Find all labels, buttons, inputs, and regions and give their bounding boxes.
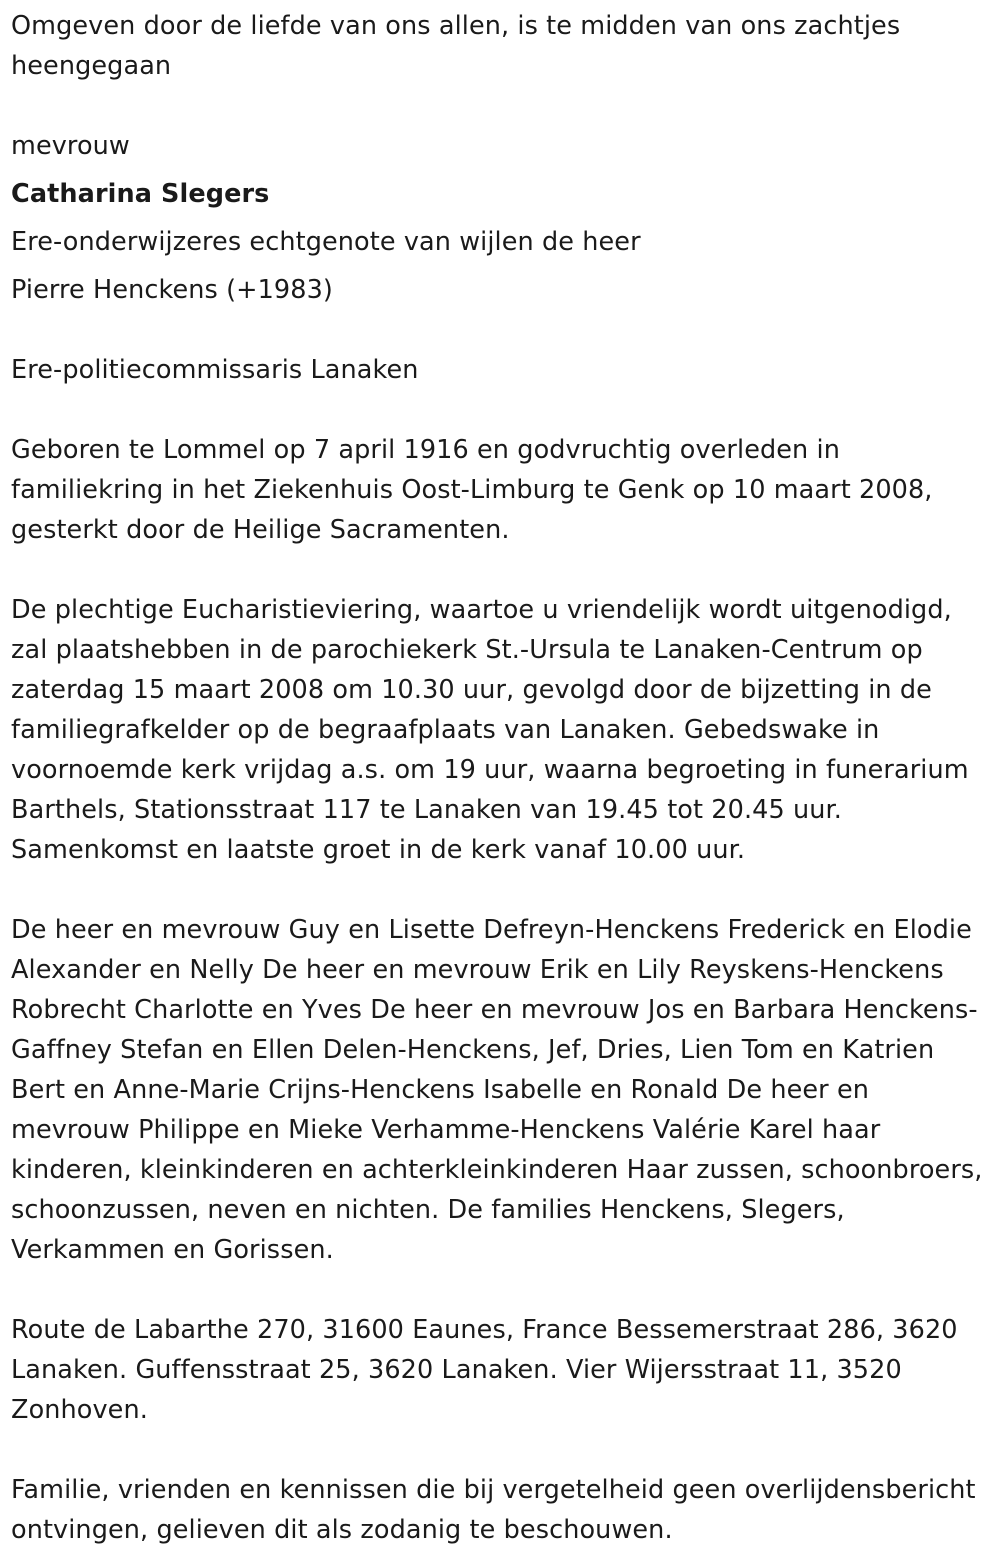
deceased-name: Catharina Slegers <box>11 179 270 209</box>
occupation-line-2: Pierre Henckens (+1983) <box>11 275 333 305</box>
ceremony-text: De plechtige Eucharistieviering, waartoe u vriendelijk wordt uitgenodigd, zal plaatshebben in de parochiekerk St.-Ursula te Lanaken-Centrum op zaterdag 15 maart 2008 om 10.30 uur, gevolgd door de bijzetting in de familiegrafkelder op de begraafplaats van Lanaken. Gebedswake in voornoemde kerk vrijdag a.s. om 19 uur, waarna begroeting in funerarium Barthels, Stationsstraat 117 te Lanaken van 19.45 tot 20.45 uur. Samenkomst en laatste groet in de kerk vanaf 10.00 uur. <box>11 595 969 865</box>
occupation-line-1: Ere-onderwijzeres echtgenote van wijlen de heer <box>11 227 641 257</box>
husband-title: Ere-politiecommissaris Lanaken <box>11 355 419 385</box>
addresses-text: Route de Labarthe 270, 31600 Eaunes, France Bessemerstraat 286, 3620 Lanaken. Guffensstraat 25, 3620 Lanaken. Vier Wijersstraat 11, 3520 Zonhoven. <box>11 1315 958 1425</box>
birth-death-text: Geboren te Lommel op 7 april 1916 en godvruchtig overleden in familiekring in het Ziekenhuis Oost-Limburg te Genk op 10 maart 2008, gesterkt door de Heilige Sacramenten. <box>11 435 933 545</box>
family-text: De heer en mevrouw Guy en Lisette Defreyn-Henckens Frederick en Elodie Alexander en Nelly De heer en mevrouw Erik en Lily Reyskens-Henckens Robrecht Charlotte en Yves De heer en mevrouw Jos en Barbara Henckens-Gaffney Stefan en Ellen Delen-Henckens, Jef, Dries, Lien Tom en Katrien Bert en Anne-Marie Crijns-Henckens Isabelle en Ronald De heer en mevrouw Philippe en Mieke Verhamme-Henckens Valérie Karel haar kinderen, kleinkinderen en achterkleinkinderen Haar zussen, schoonbroers, schoonzussen, neven en nichten. De families Henckens, Slegers, Verkammen en Gorissen. <box>11 915 983 1265</box>
title-prefix: mevrouw <box>11 131 130 161</box>
intro-text: Omgeven door de liefde van ons allen, is te midden van ons zachtjes heengegaan <box>11 11 901 81</box>
closing-text: Familie, vrienden en kennissen die bij vergetelheid geen overlijdensbericht ontvingen, gelieven dit als zodanig te beschouwen. <box>11 1475 976 1545</box>
